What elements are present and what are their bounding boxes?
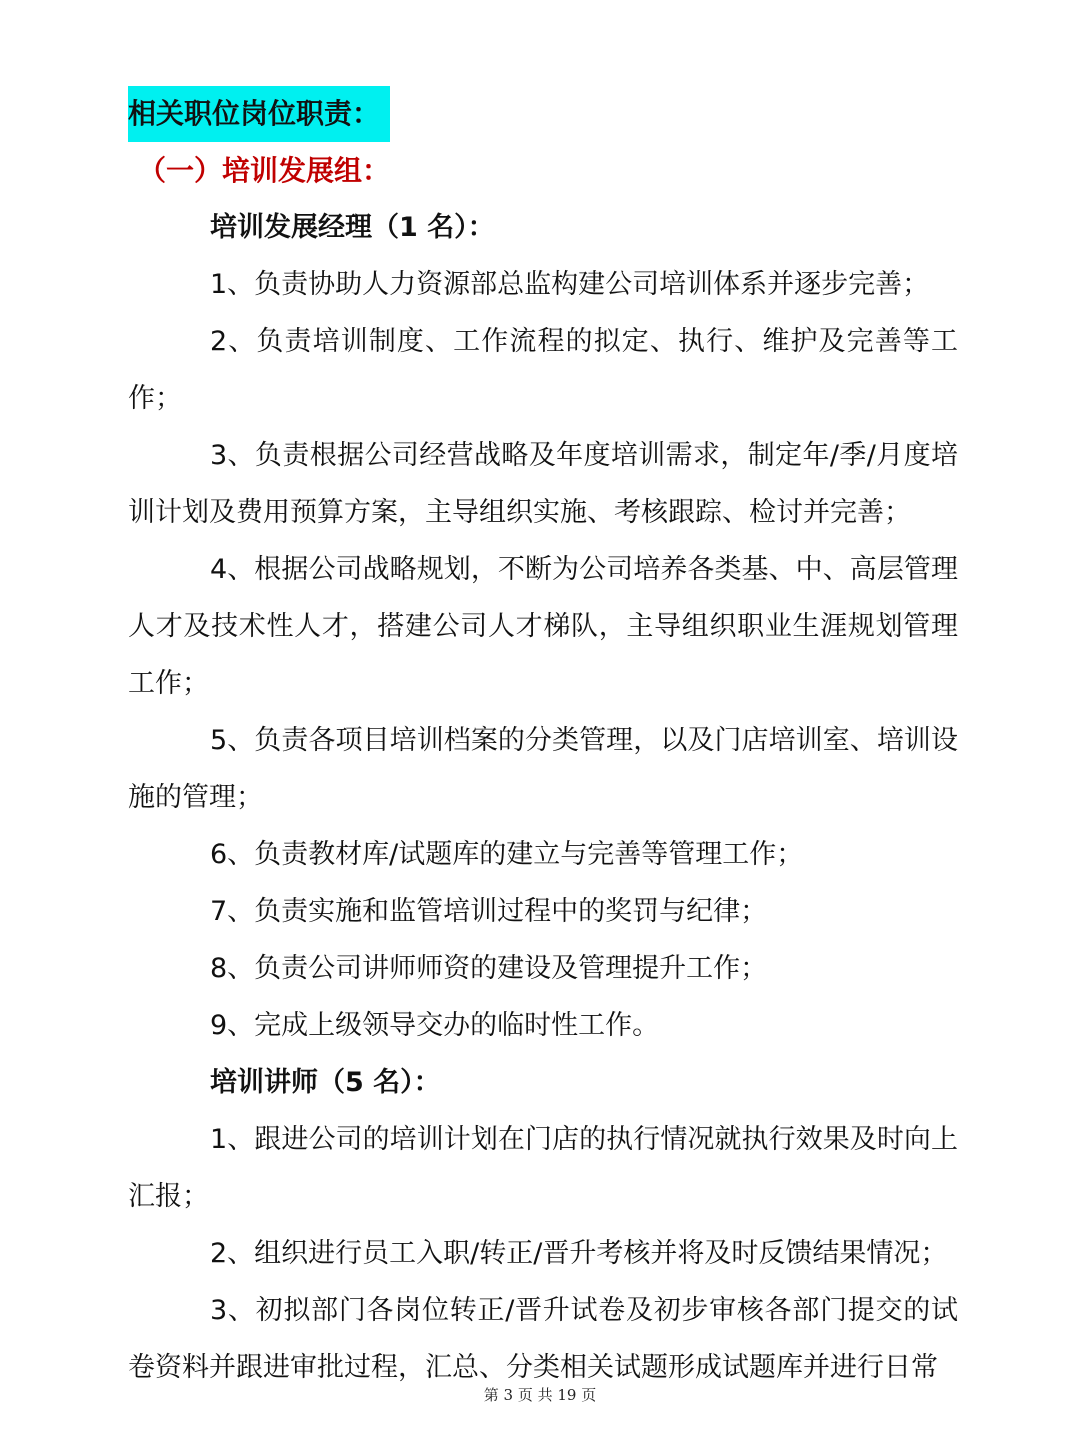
- group-title: （一）培训发展组：: [138, 154, 391, 187]
- duty-item: 4、根据公司战略规划，不断为公司培养各类基、中、高层管理人才及技术性人才，搭建公司人才梯队，主导组织职业生涯规划管理工作；: [128, 554, 958, 699]
- section-title: 相关职位岗位职责：: [128, 86, 390, 142]
- duty-item: 3、负责根据公司经营战略及年度培训需求，制定年/季/月度培训计划及费用预算方案，主导组织实施、考核跟踪、检讨并完善；: [128, 440, 958, 528]
- duty-item: 5、负责各项目培训档案的分类管理，以及门店培训室、培训设施的管理；: [128, 725, 958, 813]
- duty-item: 7、负责实施和监管培训过程中的奖罚与纪律；: [210, 896, 768, 927]
- role-title-trainer: 培训讲师（5 名）：: [210, 1067, 441, 1098]
- page-footer: 第 3 页 共 19 页: [483, 1386, 597, 1404]
- duty-item: 2、负责培训制度、工作流程的拟定、执行、维护及完善等工作；: [128, 326, 958, 414]
- duty-item: 1、跟进公司的培训计划在门店的执行情况就执行效果及时向上汇报；: [128, 1124, 958, 1212]
- duty-item: 2、组织进行员工入职/转正/晋升考核并将及时反馈结果情况；: [210, 1238, 948, 1269]
- duty-item: 9、完成上级领导交办的临时性工作。: [210, 1010, 660, 1041]
- duty-item: 1、负责协助人力资源部总监构建公司培训体系并逐步完善；: [210, 269, 930, 300]
- role-title-training-manager: 培训发展经理（1 名）：: [210, 212, 495, 243]
- duty-item: 3、初拟部门各岗位转正/晋升试卷及初步审核各部门提交的试卷资料并跟进审批过程，汇总、分类相关试题形成试题库并进行日常: [128, 1295, 958, 1383]
- page-content: [128, 86, 958, 1396]
- section-title-row: [128, 86, 958, 142]
- duty-item: 8、负责公司讲师师资的建设及管理提升工作；: [210, 953, 768, 984]
- duty-item: 6、负责教材库/试题库的建立与完善等管理工作；: [210, 839, 804, 870]
